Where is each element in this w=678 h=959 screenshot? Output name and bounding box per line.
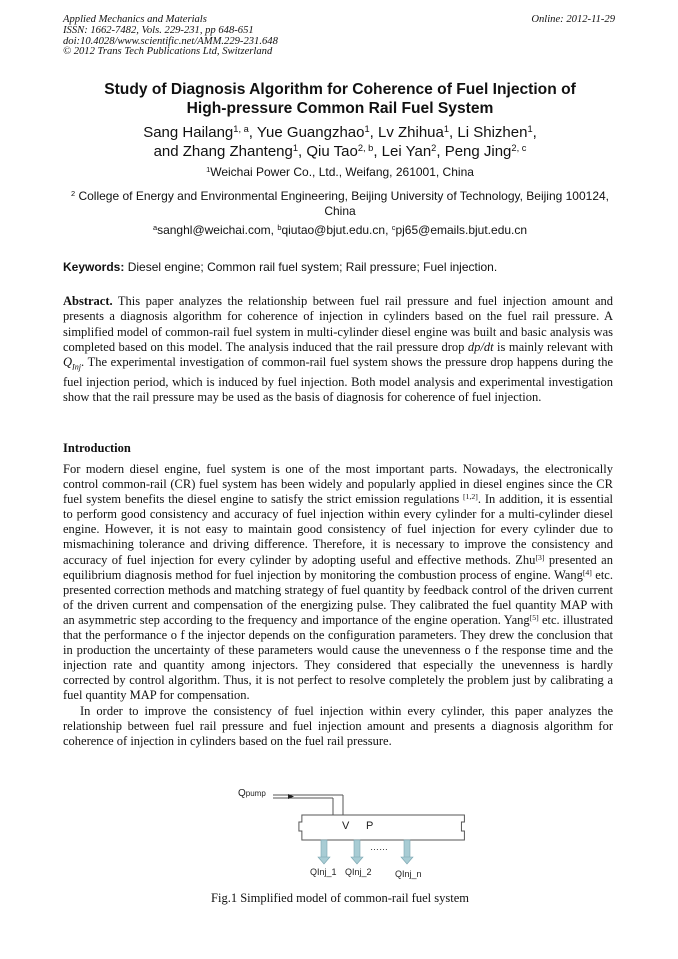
email-link[interactable]: sanghl@weichai.com <box>157 223 271 237</box>
email-sup: b <box>277 222 282 232</box>
journal-header <box>63 15 615 58</box>
paragraph-text: etc. illustrated that the performance o f the injector depends on the configuration parameters. They drew the conclusion that in production the uncertainty of these parameters would cause the unevenness o f the response time and the injection rate and quantity among injectors. They considered that especially the unevenness is hardly corrected by control algorithm. Thus, it is not perfect to resolve completely the problem just by calibrating a fuel quantity MAP for compensation. <box>63 612 613 703</box>
paragraph-text: etc. presented correction methods and matching strategy of fuel quantity by feedback control of the driven current of the driven current and compensation of the energizing pulse. They calibrated the fuel quantity MAP with an asymmetric step according to the frequency and importance of the engine operation. Yang <box>63 567 613 627</box>
intro-paragraph-2: In order to improve the consistency of fuel injection within every cylinder, this paper analyzes the relationship between fuel rail pressure and fuel injection amount and presents a diagnosis algorithm for coherence of injection in cylinders based on the fuel rail pressure. <box>63 703 613 748</box>
figure-1-diagram <box>230 784 470 884</box>
paragraph-text: . In addition, it is essential to perform good consistency and accuracy of fuel injection within every cylinder for a multi-cylinder diesel engine. However, it is not easy to maintain good consistency of fuel injection for every cylinder due to mismachining tolerance and driving difference. Therefore, it is necessary to improve the consistency and accuracy of fuel injection for every cylinder by adopting useful and effective methods. Zhu <box>63 492 613 567</box>
citation[interactable]: [4] <box>582 567 592 577</box>
keywords-label: Keywords: <box>63 260 125 274</box>
label-q: Q <box>238 788 246 799</box>
label-pump-sub: pump <box>245 789 266 798</box>
title-line-1: Study of Diagnosis Algorithm for Coherence of Fuel Injection of <box>104 81 576 98</box>
separator: , <box>436 143 445 160</box>
label-ellipsis: …… <box>370 842 388 852</box>
citation[interactable]: [1,2] <box>463 491 478 501</box>
author: Lv Zhihua <box>377 124 444 141</box>
introduction-body <box>63 462 613 749</box>
email-sup: a <box>152 222 158 232</box>
author-sup: 2, b <box>357 142 374 153</box>
title-line-2: High-pressure Common Rail Fuel System <box>186 100 494 117</box>
author-sup: 1 <box>527 123 533 134</box>
author: Yue Guangzhao <box>256 124 365 141</box>
math-q-sub: Inj <box>72 362 82 372</box>
citation[interactable]: [5] <box>529 612 539 622</box>
separator: , <box>298 143 307 160</box>
copyright-line: © 2012 Trans Tech Publications Ltd, Switzerland <box>63 46 273 58</box>
affiliation-sup: 1 <box>206 164 211 174</box>
injector-arrow-icon <box>351 840 363 864</box>
affiliation-sup: 2 <box>70 188 76 198</box>
affiliation-text: Weichai Power Co., Ltd., Weifang, 261001, China <box>210 165 474 179</box>
author-sup: 1 <box>443 123 450 134</box>
doi-line[interactable]: doi:10.4028/www.scientific.net/AMM.229-231.648 <box>63 35 278 47</box>
author-sup: 1 <box>364 123 370 134</box>
math-qinj <box>63 355 82 372</box>
author-list <box>60 123 620 161</box>
separator: , <box>449 124 458 141</box>
author: and Zhang Zhanteng <box>153 143 293 160</box>
abstract-label: Abstract. <box>63 294 113 308</box>
affiliation-2 <box>60 189 620 219</box>
authors-line-2 <box>60 142 620 161</box>
math-q: Q <box>63 355 73 370</box>
label-qinj-n: QInj_n <box>395 869 422 879</box>
author: Li Shizhen <box>457 124 528 141</box>
label-qpump <box>238 788 266 799</box>
author: Qiu Tao <box>306 143 358 160</box>
issn-line: ISSN: 1662-7482, Vols. 229-231, pp 648-651 <box>63 24 254 36</box>
author: Lei Yan <box>381 143 432 160</box>
separator: , <box>248 124 257 141</box>
abstract-text: . The experimental investigation of common-rail fuel system shows the pressure drop happens during the fuel injection period, which is induced by fuel injection. Both model analysis and experimental investigation show that the rail pressure may be used as the basis of diagnosis for coherence of fuel injection. <box>63 355 613 405</box>
online-date: Online: 2012-11-29 <box>531 14 615 25</box>
author-sup: 2, c <box>511 142 527 153</box>
author: Peng Jing <box>444 143 512 160</box>
label-qinj-2: QInj_2 <box>345 867 372 877</box>
author-emails <box>60 223 620 238</box>
affiliation-text: College of Energy and Environmental Engineering, Beijing University of Technology, Beijing 100124, China <box>75 189 610 218</box>
paper-title <box>60 80 620 118</box>
separator: , <box>270 223 278 237</box>
label-volume: V <box>342 820 350 832</box>
separator: , <box>373 143 382 160</box>
abstract-text: is mainly relevant with <box>493 339 613 354</box>
intro-paragraph-1 <box>63 462 613 704</box>
author-sup: 2 <box>431 142 437 153</box>
separator: , <box>369 124 378 141</box>
email-sup: c <box>391 222 396 232</box>
email-link[interactable]: pj65@emails.bjut.edu.cn <box>395 223 528 237</box>
paragraph-text: For modern diesel engine, fuel system is one of the most important parts. Nowadays, the electronically control common-rail (CR) fuel system has been widely and popularly applied in diesel engines since the CR fuel system benefits the diesel engine to satisfy the strict emission regulations <box>63 462 613 507</box>
citation[interactable]: [3] <box>535 552 545 562</box>
paragraph-text: presented an equilibrium diagnosis method for fuel injection by monitoring the combustion process of engine. Wang <box>63 552 613 582</box>
email-link[interactable]: qiutao@bjut.edu.cn <box>281 223 386 237</box>
author: Sang Hailang <box>143 124 234 141</box>
author-sup: 1 <box>292 142 299 153</box>
authors-line-1 <box>60 123 620 142</box>
journal-name: Applied Mechanics and Materials <box>63 14 207 25</box>
separator: , <box>385 223 392 237</box>
math-dpdt: dp/dt <box>467 339 494 354</box>
affiliation-1 <box>60 165 620 180</box>
abstract-text: This paper analyzes the relationship between fuel rail pressure and fuel injection amount and presents a diagnosis algorithm for coherence of injection in cylinders based on the fuel rail pressure. A simplified model of common-rail fuel system in multi-cylinder diesel engine was built and basic analysis was completed based on this model. The analysis induced that the rail pressure drop <box>63 294 613 354</box>
separator: , <box>532 124 537 141</box>
abstract <box>63 294 613 406</box>
figure-1-caption: Fig.1 Simplified model of common-rail fuel system <box>211 891 469 905</box>
keywords <box>63 260 623 275</box>
injector-arrow-icon <box>401 840 413 864</box>
section-heading-introduction: Introduction <box>63 441 131 455</box>
injector-arrow-icon <box>318 840 330 864</box>
label-pressure: P <box>366 820 374 832</box>
label-qinj-1: QInj_1 <box>310 867 337 877</box>
author-sup: 1, a <box>233 123 249 134</box>
keywords-text: Diesel engine; Common rail fuel system; Rail pressure; Fuel injection. <box>124 260 498 274</box>
